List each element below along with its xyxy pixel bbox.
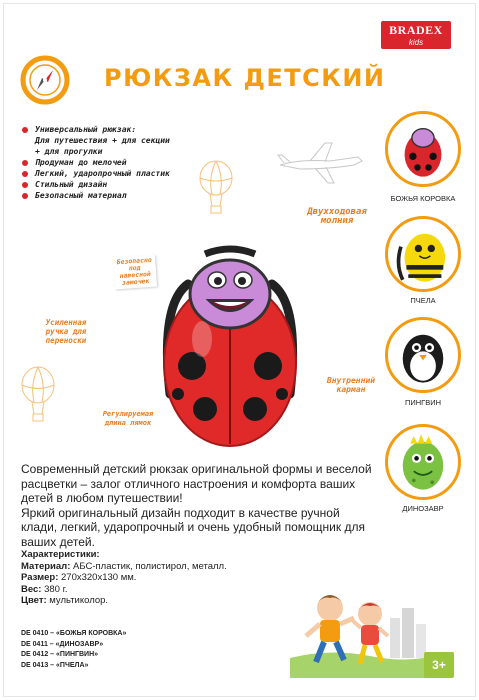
feature-item: Продуман до мелочей xyxy=(22,157,252,168)
brand-sub: kids xyxy=(408,38,424,47)
feature-item: Для путешествия + для секции xyxy=(35,136,170,145)
compass-icon xyxy=(20,55,70,105)
kids-running-illustration xyxy=(290,578,440,678)
feature-item: Легкий, ударопрочный пластик xyxy=(22,168,252,179)
product-code: DE 0411 – «ДИНОЗАВР» xyxy=(21,640,104,648)
feature-item: Стильный дизайн xyxy=(22,179,252,190)
description-paragraph: Яркий оригинальный дизайн подходит в качестве ручной клади, легкий, ударопрочный и очень удобный помощник для ваших детей. xyxy=(21,505,365,549)
product-bee xyxy=(385,216,461,292)
feature-item: + для прогулки xyxy=(35,147,103,156)
hot-air-balloon-icon xyxy=(196,160,236,216)
product-label: БОЖЬЯ КОРОВКА xyxy=(390,194,456,203)
product-penguin xyxy=(385,317,461,393)
product-code: DE 0412 – «ПИНГВИН» xyxy=(21,651,99,658)
callout-zipper: Двухходовая молния xyxy=(307,207,367,226)
callout-pocket: Внутренний карман xyxy=(326,376,376,394)
callout-lock: Безопасно под навесной замочек xyxy=(113,255,157,290)
brand-logo xyxy=(381,21,451,49)
product-code: DE 0413 – «ПЧЕЛА» xyxy=(21,661,89,669)
product-label: ПИНГВИН xyxy=(404,398,442,407)
page-title: РЮКЗАК ДЕТСКИЙ xyxy=(104,64,386,92)
description-paragraph: Современный детский рюкзак оригинальной формы и веселой расцветки – залог отличного настроения и комфорта ваших детей в любом путешествии! xyxy=(21,462,372,505)
callout-handle: Усиленная ручка для переноски xyxy=(45,318,87,345)
spec-size: Размер: 270х320х130 мм. xyxy=(21,572,137,583)
description xyxy=(21,462,376,549)
ladybug-backpack-image xyxy=(150,244,310,450)
product-ladybug xyxy=(385,111,461,187)
hot-air-balloon-icon xyxy=(18,366,58,424)
product-label: ПЧЕЛА xyxy=(410,296,436,305)
callout-straps: Регулируемая длина лямок xyxy=(102,410,154,427)
spec-weight: Вес: 380 г. xyxy=(21,583,68,595)
spec-color: Цвет: мультиколор. xyxy=(21,595,109,606)
airplane-sketch-icon xyxy=(270,135,370,190)
age-badge: 3+ xyxy=(424,652,454,678)
dinosaur-backpack-icon xyxy=(388,427,458,497)
feature-item: Безопасный материал xyxy=(22,190,252,201)
specifications xyxy=(21,549,281,607)
feature-item: Универсальный рюкзак: xyxy=(22,124,252,135)
product-label: ДИНОЗАВР xyxy=(402,504,444,513)
product-code: DE 0410 – «БОЖЬЯ КОРОВКА» xyxy=(21,630,127,637)
product-codes xyxy=(21,629,126,671)
specs-heading: Характеристики: xyxy=(21,549,100,560)
penguin-backpack-icon xyxy=(388,320,458,390)
bee-backpack-icon xyxy=(388,219,458,289)
spec-material: Материал: АБС-пластик, полистирол, металл. xyxy=(21,560,227,572)
ladybug-backpack-icon xyxy=(388,114,458,184)
brand-name: BRADEX xyxy=(389,23,443,37)
product-dinosaur xyxy=(385,424,461,500)
